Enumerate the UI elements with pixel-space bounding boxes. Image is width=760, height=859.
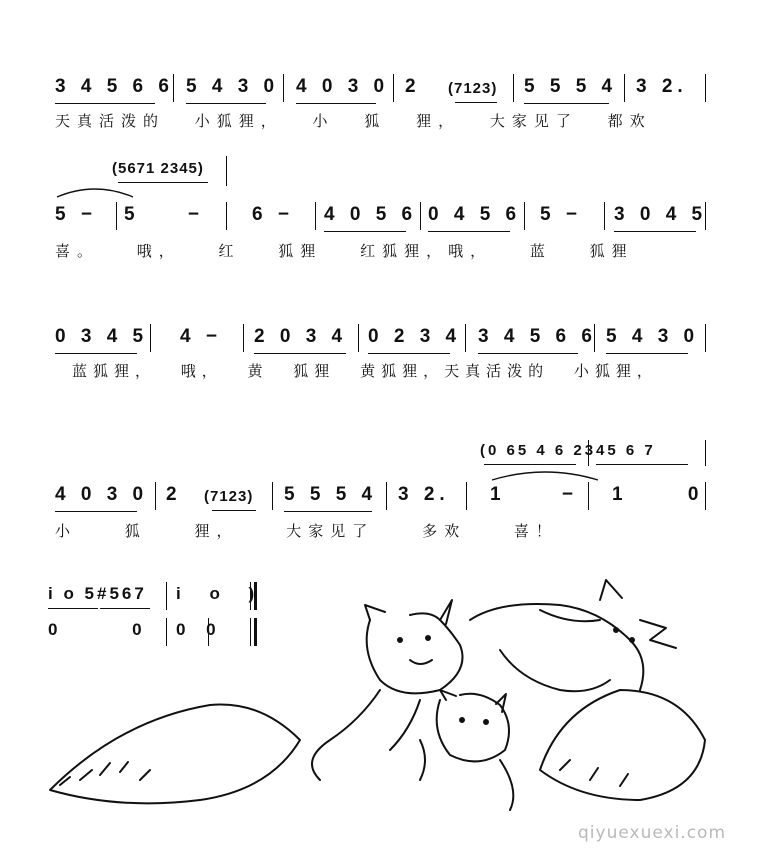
measure-1-notes: 3 4 5 6 6 <box>55 76 174 97</box>
interlude-notes: (5671 2345) <box>112 160 204 177</box>
coda-interlude-notes: (0 65 4 6 2345 6 7 <box>480 442 656 459</box>
measure-12-notes: 5 − <box>540 204 582 225</box>
measure-9-notes: 6 − <box>252 204 294 225</box>
lyrics-line-4: 小 狐 狸， 大家见了 多欢 喜！ <box>55 522 558 540</box>
measure-23-notes: 3 2. <box>398 484 450 505</box>
measure-13-notes: 3 0 4 5 <box>614 204 708 225</box>
ending-notes-bottom-2: 0 0 <box>176 620 224 639</box>
measure-21-notes: 2 <box>166 484 182 505</box>
measure-8-notes: 5 − <box>124 204 223 225</box>
measure-7-notes: 5 − <box>55 204 97 225</box>
lyrics-line-3: 蓝狐狸， 哦， 黄 狐狸 黄狐狸，天真活泼的 小狐狸， <box>72 362 658 380</box>
measure-10-notes: 4 0 5 6 <box>324 204 418 225</box>
measure-19-notes: 5 4 3 0 <box>606 326 700 347</box>
measure-4-notes: 2 <box>405 76 421 97</box>
measure-25-notes: 1 0 <box>612 484 729 505</box>
measure-5-notes: 5 5 5 4 <box>524 76 618 97</box>
watermark: qiyuexuexi.com <box>578 823 726 843</box>
measure-24-notes: 1 − <box>490 484 601 505</box>
measure-15-notes: 4 − <box>180 326 222 347</box>
ending-notes-top-2: i o ) <box>176 584 267 603</box>
measure-20-notes: 4 0 3 0 <box>55 484 149 505</box>
measure-22-notes: 5 5 5 4 <box>284 484 378 505</box>
measure-18-notes: 3 4 5 6 6 <box>478 326 597 347</box>
measure-4-grace: (7123) <box>448 80 498 97</box>
ending-notes-top-1: i o 5#567 <box>48 584 147 603</box>
measure-2-notes: 5 4 3 0 <box>186 76 280 97</box>
measure-14-notes: 0 3 4 5 <box>55 326 149 347</box>
measure-21-grace: (7123) <box>204 488 254 505</box>
measure-3-notes: 4 0 3 0 <box>296 76 390 97</box>
measure-6-notes: 3 2. <box>636 76 688 97</box>
lyrics-line-1: 天真活泼的 小狐狸， 小 狐 狸， 大家见了 都欢 <box>55 112 652 130</box>
measure-11-notes: 0 4 5 6 <box>428 204 522 225</box>
measure-17-notes: 0 2 3 4 <box>368 326 462 347</box>
measure-16-notes: 2 0 3 4 <box>254 326 348 347</box>
ending-notes-bottom-1: 0 0 <box>48 620 147 639</box>
lyrics-line-2: 喜。 哦， 红 狐狸 红狐狸，哦， 蓝 狐狸 <box>55 242 634 260</box>
